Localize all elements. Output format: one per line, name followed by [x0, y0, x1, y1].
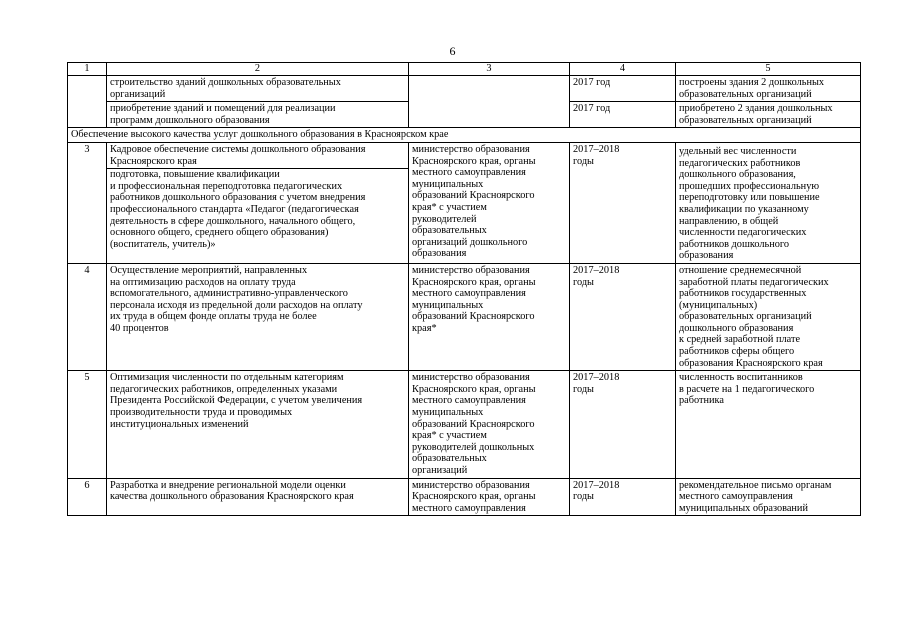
text-line: деятельность в сфере дошкольного, начального общего,: [110, 215, 356, 227]
number-cell: 6: [68, 478, 107, 516]
section-row: [68, 128, 861, 143]
header-cell: 2: [107, 63, 409, 76]
measures-table: [67, 62, 861, 516]
result-cell: [676, 478, 861, 516]
number-cell: [68, 76, 107, 128]
term-cell: [570, 142, 676, 263]
text-line: вспомогательного, административно-управленческого: [110, 288, 348, 300]
text-line: годы: [573, 383, 594, 395]
text-line: (воспитатель, учитель)»: [110, 238, 216, 250]
text-line: дошкольного образования,: [679, 169, 796, 181]
text-line: края* с участием: [412, 430, 487, 442]
text-line: министерство образования: [412, 479, 530, 491]
result-cell: [676, 76, 861, 102]
text-line: края*: [412, 322, 437, 334]
text-line: педагогических работников: [679, 157, 801, 169]
term-cell: [570, 478, 676, 516]
number-cell: 4: [68, 263, 107, 370]
text-line: подготовка, повышение квалификации: [110, 169, 280, 181]
text-line: персонала исходя из предельной доли расходов на оплату: [110, 299, 363, 311]
table-row: [68, 478, 861, 516]
text-line: муниципальных: [412, 178, 484, 190]
text-line: и профессиональная переподготовка педагогических: [110, 180, 343, 192]
text-line: руководителей: [412, 213, 477, 225]
text-line: министерство образования: [412, 143, 530, 155]
text-line: края* с участием: [412, 201, 487, 213]
text-line: приобретено 2 здания дошкольных: [679, 103, 833, 115]
number-cell: 3: [68, 142, 107, 263]
executor-cell: [409, 142, 570, 263]
text-line: к средней заработной плате: [679, 334, 801, 346]
term-cell: [570, 371, 676, 478]
result-cell: [676, 142, 861, 263]
text-line: образовательных: [412, 225, 487, 237]
text-line: Красноярского края, органы: [412, 491, 536, 503]
text-line: министерство образования: [412, 264, 530, 276]
text-line: Красноярского края, органы: [412, 383, 536, 395]
executor-cell: [409, 478, 570, 516]
text-line: местного самоуправления: [412, 395, 526, 407]
term-cell: [570, 263, 676, 370]
text-line: численность воспитанников: [679, 372, 803, 384]
text-line: в расчете на 1 педагогического: [679, 383, 815, 395]
text-line: на оптимизацию расходов на оплату труда: [110, 276, 296, 288]
measure-title: [110, 144, 405, 167]
text-line: годы: [573, 276, 594, 288]
text-line: местного самоуправления: [412, 502, 526, 514]
header-cell: 4: [570, 63, 676, 76]
text-line: 40 процентов: [110, 322, 169, 334]
text-line: квалификации по указанному: [679, 203, 809, 215]
header-cell: 3: [409, 63, 570, 76]
text-line: 2017–2018: [573, 479, 620, 491]
text-line: работников дошкольного образования с учетом внедрения: [110, 192, 366, 204]
text-line: местного самоуправления: [412, 288, 526, 300]
measure-cell: [107, 478, 409, 516]
text-line: муниципальных образований: [679, 502, 808, 514]
text-line: организаций: [110, 88, 166, 100]
text-line: их труда в общем фонде оплаты труда не более: [110, 311, 317, 323]
text-line: образований Красноярского: [412, 190, 535, 202]
text-line: 2017–2018: [573, 264, 620, 276]
table-row: [68, 263, 861, 370]
header-row: [68, 63, 861, 76]
text-line: педагогических работников, определенных указами: [110, 383, 338, 395]
text-line: Кадровое обеспечение системы дошкольного образования: [110, 143, 366, 155]
text-line: образовательных организаций: [679, 311, 812, 323]
measure-cell: [107, 371, 409, 478]
text-line: организаций дошкольного: [412, 236, 528, 248]
measure-cell: [107, 142, 409, 263]
text-line: годы: [573, 155, 594, 167]
text-line: Красноярского края, органы: [412, 155, 536, 167]
text-line: строительство зданий дошкольных образовательных: [110, 77, 341, 88]
table-row: [68, 76, 861, 102]
text-line: образовательных: [412, 453, 487, 465]
term-cell: 2017 год: [570, 76, 676, 102]
text-line: образования Красноярского края: [679, 357, 823, 369]
text-line: муниципальных: [412, 299, 484, 311]
section-title: Обеспечение высокого качества услуг дошкольного образования в Красноярском крае: [68, 128, 861, 143]
executor-cell: [409, 76, 570, 128]
text-line: основного общего, среднего общего образования): [110, 227, 329, 239]
text-line: Оптимизация численности по отдельным категориям: [110, 372, 344, 384]
text-line: Красноярского края: [110, 155, 197, 167]
header-cell: 1: [68, 63, 107, 76]
text-line: образовательных организаций: [679, 114, 812, 126]
text-line: образовательных организаций: [679, 88, 812, 100]
text-line: рекомендательное письмо органам: [679, 479, 832, 491]
text-line: программ дошкольного образования: [110, 114, 270, 126]
text-line: Красноярского края, органы: [412, 276, 536, 288]
result-cell: [676, 263, 861, 370]
text-line: Осуществление мероприятий, направленных: [110, 264, 308, 276]
measure-cell: [107, 263, 409, 370]
text-line: образований Красноярского: [412, 311, 535, 323]
text-line: организаций: [412, 465, 468, 476]
text-line: Разработка и внедрение региональной модели оценки: [110, 479, 346, 491]
text-line: работников дошкольного: [679, 238, 789, 250]
text-line: местного самоуправления: [679, 491, 793, 503]
text-line: качества дошкольного образования Красноярского края: [110, 491, 354, 503]
table-row: [68, 371, 861, 478]
text-line: профессионального стандарта «Педагог (педагогическая: [110, 203, 359, 215]
text-line: отношение среднемесячной: [679, 264, 802, 276]
text-line: удельный вес численности: [679, 145, 797, 157]
text-line: муниципальных: [412, 407, 484, 419]
executor-cell: [409, 263, 570, 370]
text-line: руководителей дошкольных: [412, 441, 535, 453]
text-line: 2017–2018: [573, 143, 620, 155]
text-line: образования: [679, 250, 734, 262]
text-line: приобретение зданий и помещений для реализации: [110, 103, 336, 115]
text-line: переподготовку или повышение: [679, 192, 820, 204]
table-row: [68, 142, 861, 263]
text-line: годы: [573, 491, 594, 503]
text-line: заработной платы педагогических: [679, 276, 829, 288]
result-cell: [676, 102, 861, 128]
text-line: дошкольного образования: [679, 322, 794, 334]
text-line: численности педагогических: [679, 227, 807, 239]
measure-body: [107, 168, 408, 250]
result-cell: [676, 371, 861, 478]
text-line: направлению, в общей: [679, 215, 779, 227]
text-line: производительности труда и проводимых: [110, 407, 293, 419]
text-line: образования: [412, 248, 467, 260]
text-line: 2017–2018: [573, 372, 620, 384]
text-line: образований Красноярского: [412, 418, 535, 430]
text-line: институциональных изменений: [110, 418, 249, 430]
measure-cell: [107, 76, 409, 102]
executor-cell: [409, 371, 570, 478]
text-line: (муниципальных): [679, 299, 758, 311]
text-line: министерство образования: [412, 372, 530, 384]
term-cell: 2017 год: [570, 102, 676, 128]
text-line: построены здания 2 дошкольных: [679, 77, 825, 88]
text-line: прошедших профессиональную: [679, 180, 820, 192]
page-number: 6: [449, 44, 456, 58]
measure-cell: [107, 102, 409, 128]
number-cell: 5: [68, 371, 107, 478]
text-line: Президента Российской Федерации, с учетом увеличения: [110, 395, 363, 407]
text-line: работников государственных: [679, 288, 807, 300]
text-line: работников сферы общего: [679, 346, 795, 358]
text-line: местного самоуправления: [412, 167, 526, 179]
header-cell: 5: [676, 63, 861, 76]
text-line: работника: [679, 395, 724, 407]
